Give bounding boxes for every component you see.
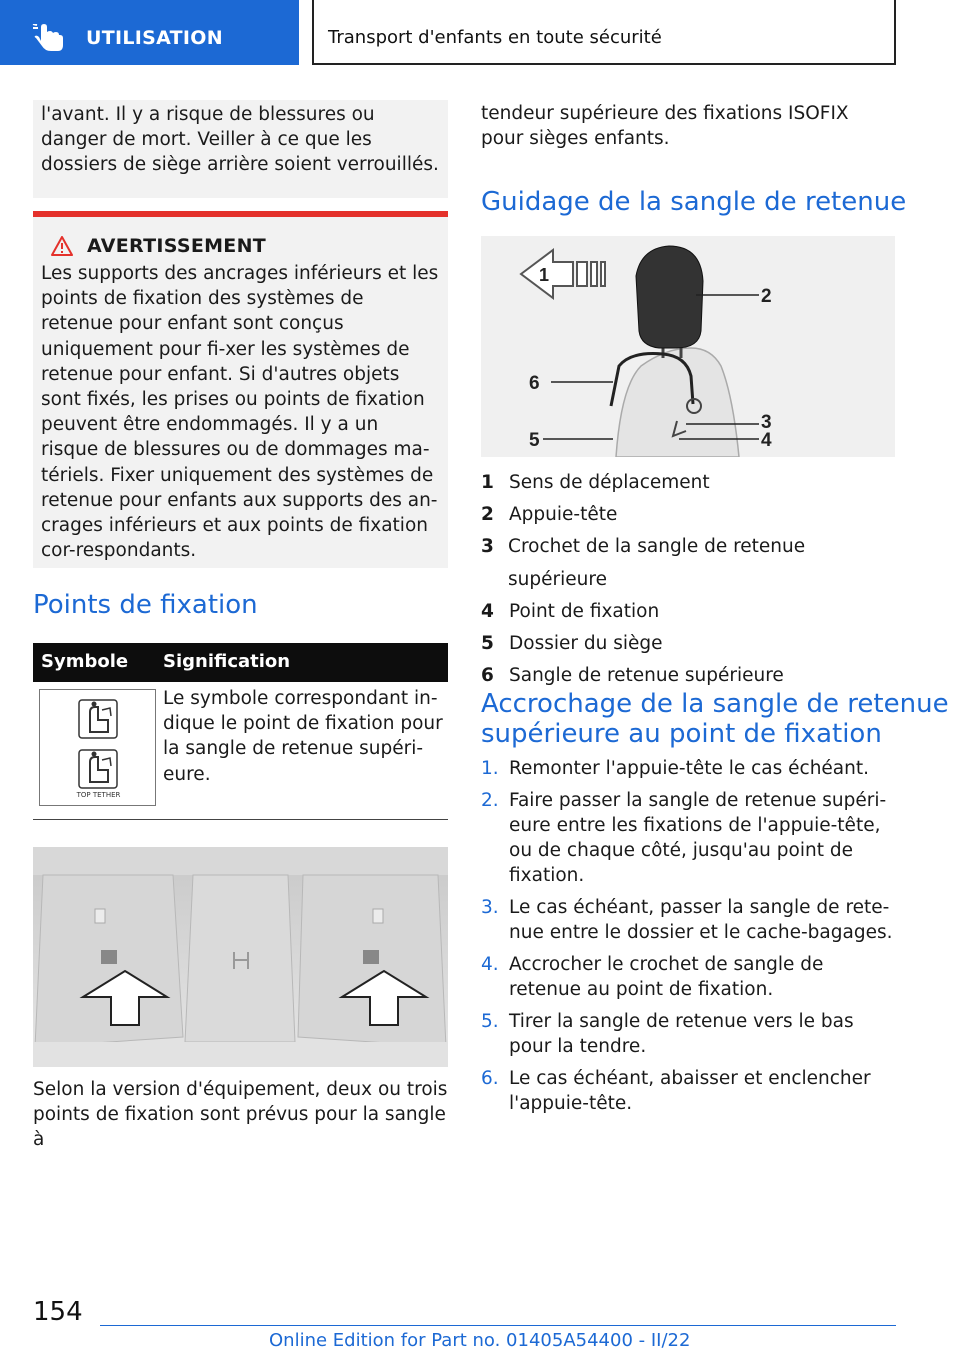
section-title-fixation-points: Points de fixation xyxy=(33,590,258,620)
headrest-diagram-image xyxy=(481,236,895,457)
list-item: 2. Faire passer la sangle de retenue supéri-eure entre les fixations de l'appuie-tête, ou de chaque côté, jusqu'au point de fixation. xyxy=(481,789,887,887)
list-item: 3. Le cas échéant, passer la sangle de rete-nue entre le dossier et le cache-bagages. xyxy=(481,897,893,944)
header-section-tab[interactable] xyxy=(0,0,299,65)
diagram-label-5: 5 xyxy=(529,430,540,451)
diagram-label-3: 3 xyxy=(761,412,772,433)
hand-pointer-icon xyxy=(32,24,66,54)
list-item: 1 Sens de déplacement xyxy=(481,472,710,493)
chapter-title: Transport d'enfants en toute sécurité xyxy=(328,27,662,48)
warning-body: Les supports des ancrages inférieurs et les points de fixation des systèmes de retenue pour enfant sont conçus uniquement pour fi-xer les systèmes de retenue pour enfant. Si d'autres objets sont fixés, les prises ou points de fixation peuvent être endommagés. Il y a un risque de blessures ou de dommages ma-tériels. Fixer uniquement des systèmes de retenue pour enfants aux supports des an-crages inférieurs et aux points de fixation cor-respondants. xyxy=(41,263,439,562)
diagram-legend xyxy=(481,467,896,692)
symbol-label: TOP TETHER xyxy=(76,791,121,799)
section-label: UTILISATION xyxy=(86,27,223,49)
diagram-label-6: 6 xyxy=(529,373,540,394)
section-title-strap-routing: Guidage de la sangle de retenue xyxy=(481,187,907,217)
page-number: 154 xyxy=(33,1297,83,1327)
continued-warning-box xyxy=(33,100,448,198)
warning-box xyxy=(33,211,448,568)
table-row xyxy=(33,682,448,820)
isofix-note: tendeur supérieure des fixations ISOFIX pour sièges enfants. xyxy=(481,103,849,150)
list-item: 2 Appuie-tête xyxy=(481,504,618,526)
symbol-meaning-text: Le symbole correspondant in-dique le point de fixation pour la sangle de retenue supéri-eure. xyxy=(163,688,443,785)
symbol-cell xyxy=(39,689,156,806)
chapter-header xyxy=(312,0,896,65)
list-item: 5 Dossier du siège xyxy=(481,633,663,655)
table-header xyxy=(33,643,448,682)
table-col-symbol: Symbole xyxy=(41,651,129,672)
list-item: 6 Sangle de retenue supérieure xyxy=(481,665,784,687)
diagram-label-4: 4 xyxy=(761,430,772,451)
list-item: 4 Point de fixation xyxy=(481,600,660,622)
table-col-meaning: Signification xyxy=(163,651,291,672)
continued-warning-text: l'avant. Il y a risque de blessures ou danger de mort. Veiller à ce que les dossiers de siège arrière soient verrouillés. xyxy=(41,104,439,176)
top-tether-symbol-icon xyxy=(40,690,157,807)
steps-list xyxy=(481,756,896,1123)
footer-divider xyxy=(100,1325,896,1326)
footer-edition: Online Edition for Part no. 01405A54400 - II/22 xyxy=(269,1330,691,1351)
list-item: 3 Crochet de la sangle de retenue supérieure xyxy=(481,536,806,590)
anchor-points-note: Selon la version d'équipement, deux ou trois points de fixation sont prévus pour la sangle à xyxy=(33,1079,448,1151)
warning-triangle-icon xyxy=(51,236,73,256)
list-item: 6. Le cas échéant, abaisser et enclencher l'appuie-tête. xyxy=(481,1067,871,1114)
section-title-attach-strap: Accrochage de la sangle de retenue supérieure au point de fixation xyxy=(481,689,949,749)
diagram-label-1: 1 xyxy=(539,265,550,285)
list-item: 1. Remonter l'appuie-tête le cas échéant. xyxy=(481,758,870,779)
list-item: 5. Tirer la sangle de retenue vers le bas pour la tendre. xyxy=(481,1010,854,1058)
list-item: 4. Accrocher le crochet de sangle de retenue au point de fixation. xyxy=(481,953,824,1001)
anchor-points-image xyxy=(33,847,448,1067)
rear-seats-photo xyxy=(33,847,448,1067)
warning-title: AVERTISSEMENT xyxy=(87,235,267,257)
strap-routing-diagram xyxy=(481,236,895,457)
diagram-label-2: 2 xyxy=(761,286,772,307)
